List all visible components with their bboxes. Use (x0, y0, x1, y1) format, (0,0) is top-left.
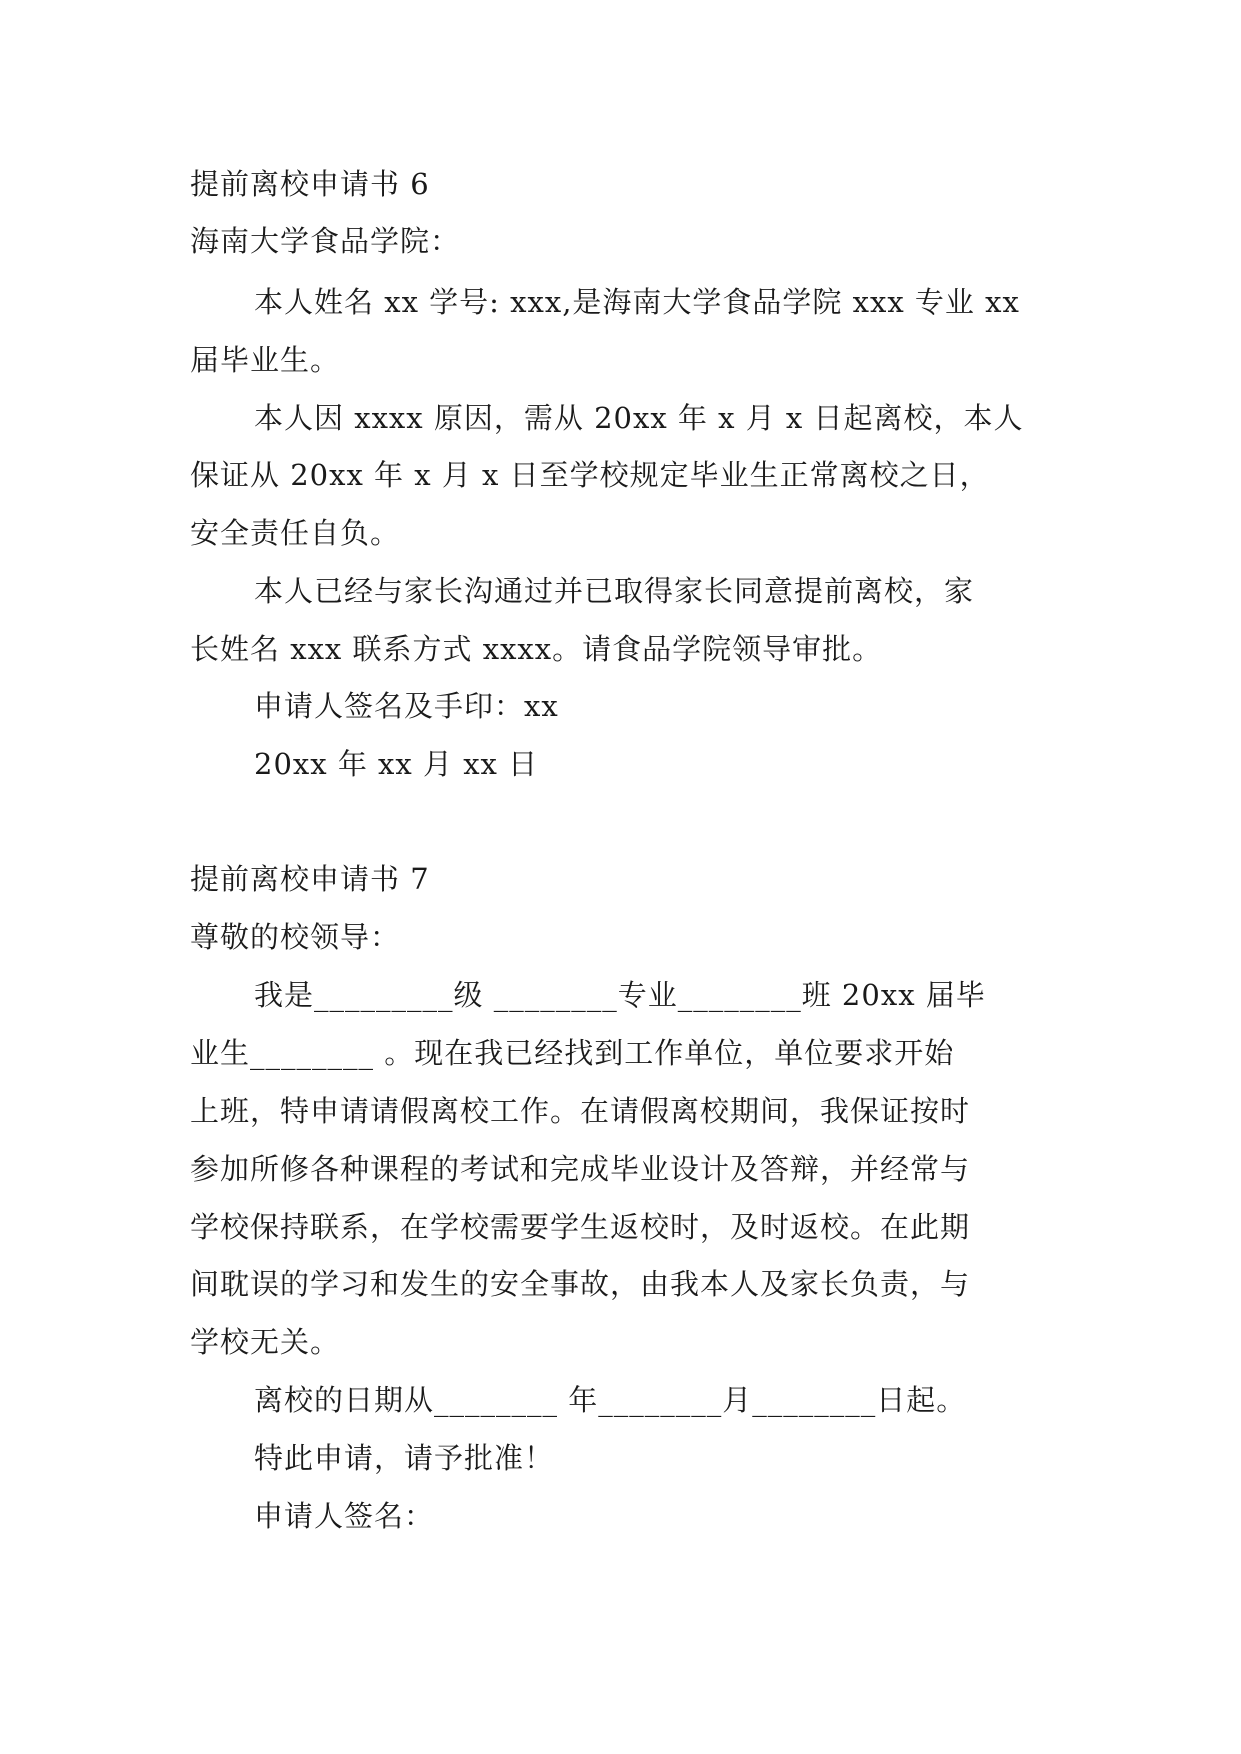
letter7-closing: 特此申请，请予批准！ (254, 1441, 555, 1475)
letter6-paragraph1-line2: 届毕业生。 (190, 343, 341, 377)
letter6-title: 提前离校申请书 6 (190, 167, 430, 201)
letter6-paragraph1-line1: 本人姓名 xx 学号: xxx,是海南大学食品学院 xxx 专业 xx (254, 285, 1020, 319)
letter6-paragraph2-line3: 安全责任自负。 (190, 516, 401, 550)
letter6-paragraph3-line1: 本人已经与家长沟通过并已取得家长同意提前离校，家 (254, 574, 975, 608)
letter7-paragraph1-line3: 上班，特申请请假离校工作。在请假离校期间，我保证按时 (190, 1094, 971, 1128)
letter7-paragraph1-line6: 间耽误的学习和发生的安全事故，由我本人及家长负责，与 (190, 1267, 971, 1301)
letter6-signature: 申请人签名及手印：xx (254, 689, 559, 723)
letter7-signature: 申请人签名： (254, 1499, 435, 1533)
letter7-paragraph1-line7: 学校无关。 (190, 1325, 341, 1359)
letter6-paragraph2-line2: 保证从 20xx 年 x 月 x 日至学校规定毕业生正常离校之日， (190, 458, 990, 492)
letter7-paragraph1-line5: 学校保持联系，在学校需要学生返校时，及时返校。在此期 (190, 1210, 971, 1244)
letter7-paragraph1-line4: 参加所修各种课程的考试和完成毕业设计及答辩，并经常与 (190, 1152, 971, 1186)
letter7-paragraph1-line2: 业生________ 。现在我已经找到工作单位，单位要求开始 (190, 1036, 955, 1070)
letter6-paragraph2-line1: 本人因 xxxx 原因，需从 20xx 年 x 月 x 日起离校，本人 (254, 401, 1024, 435)
letter7-paragraph1-line1: 我是_________级 ________专业________班 20xx 届毕 (254, 978, 986, 1012)
letter6-date: 20xx 年 xx 月 xx 日 (254, 747, 539, 781)
letter7-title: 提前离校申请书 7 (190, 862, 430, 896)
letter6-paragraph3-line2: 长姓名 xxx 联系方式 xxxx。请食品学院领导审批。 (190, 632, 883, 666)
letter7-salutation: 尊敬的校领导： (190, 920, 401, 954)
letter6-salutation: 海南大学食品学院： (190, 224, 461, 258)
letter7-date-line: 离校的日期从________ 年________月________日起。 (254, 1383, 967, 1417)
